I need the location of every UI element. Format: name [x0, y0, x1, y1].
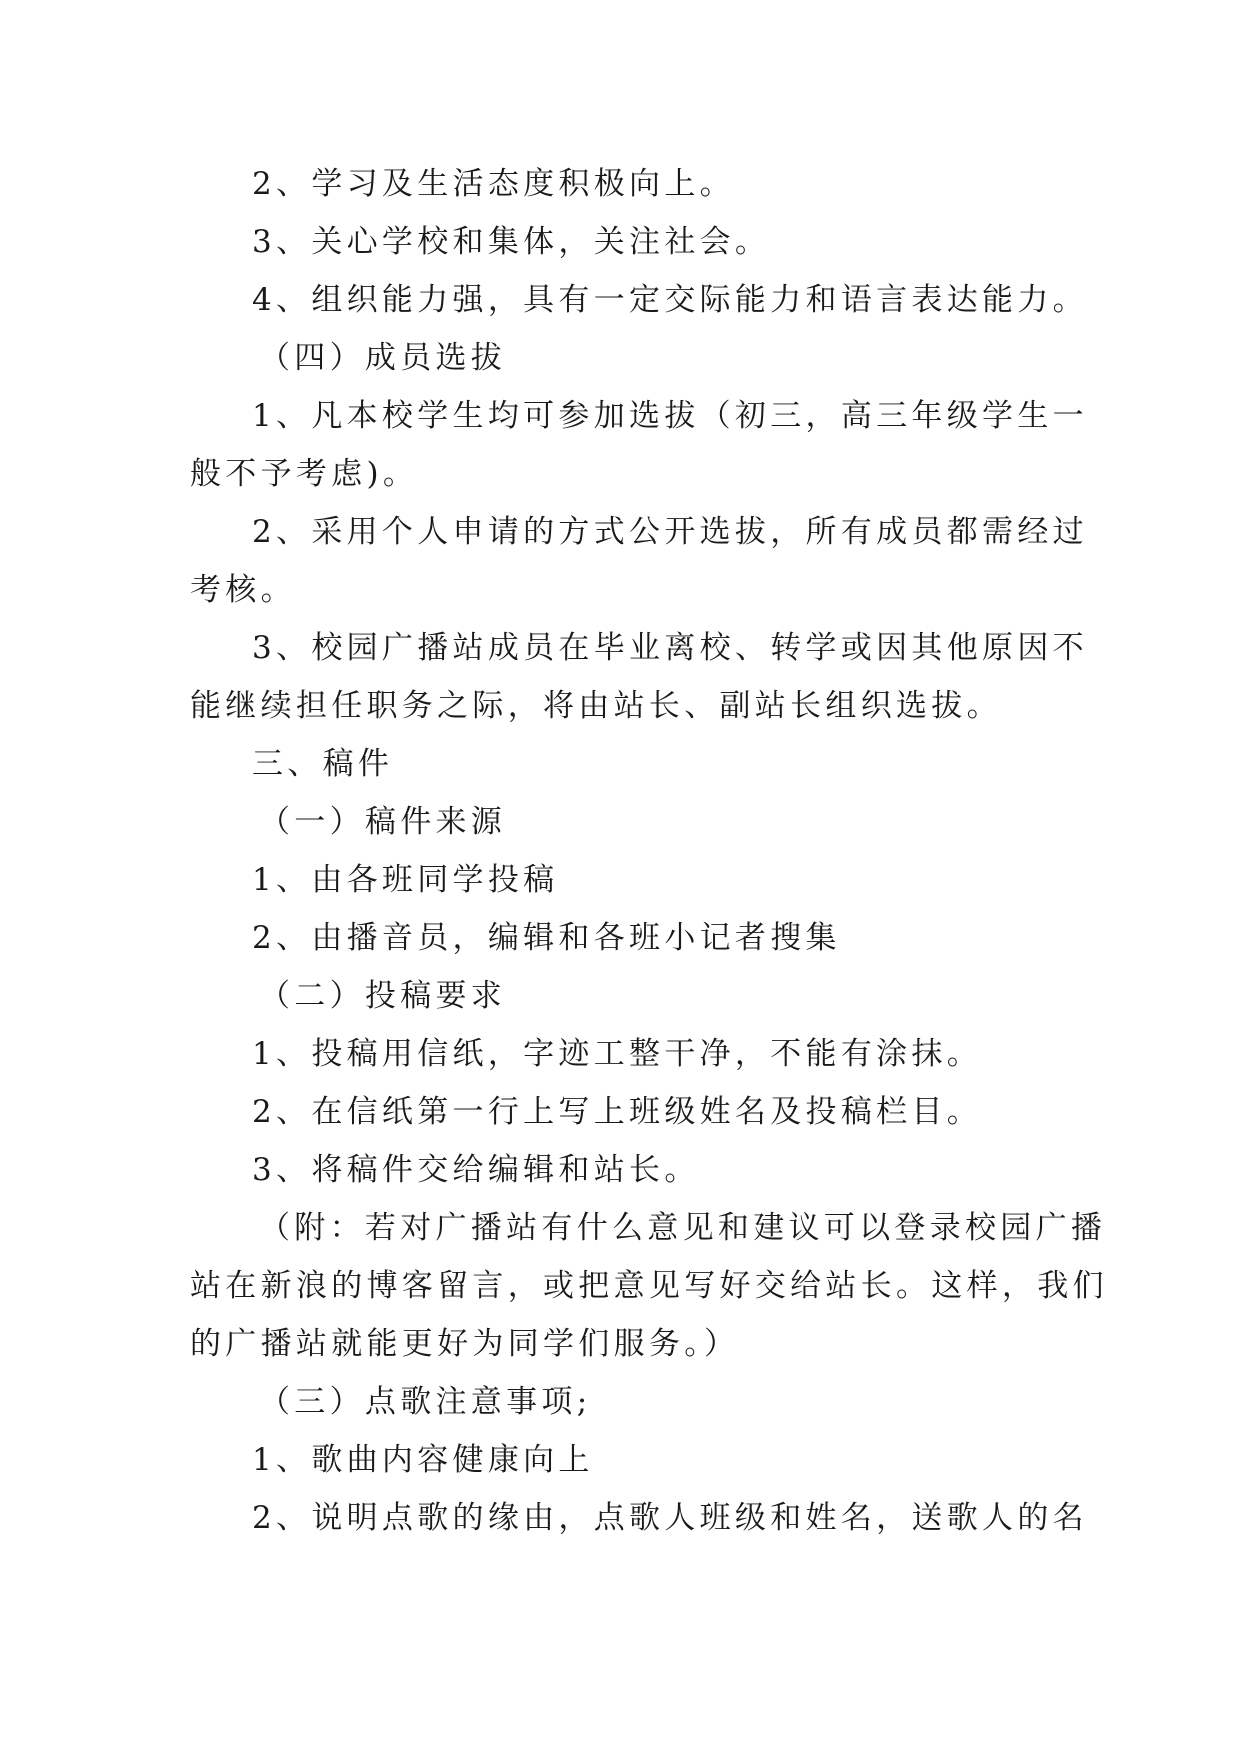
text-line: 3、关心学校和集体，关注社会。 [252, 224, 771, 260]
text-line: 2、采用个人申请的方式公开选拔，所有成员都需经过 [252, 514, 1088, 550]
text-line: 4、组织能力强，具有一定交际能力和语言表达能力。 [252, 282, 1088, 318]
text-line: 般不予考虑)。 [190, 456, 419, 492]
text-line: 2、学习及生活态度积极向上。 [252, 166, 735, 202]
text-line: 2、由播音员，编辑和各班小记者搜集 [252, 920, 841, 956]
section-heading: （四）成员选拔 [259, 340, 507, 376]
section-heading: 三、稿件 [252, 746, 394, 782]
text-line: 2、说明点歌的缘由，点歌人班级和姓名，送歌人的名 [252, 1500, 1088, 1536]
note-line: （附：若对广播站有什么意见和建议可以登录校园广播 [259, 1210, 1107, 1246]
text-line: 3、校园广播站成员在毕业离校、转学或因其他原因不 [252, 630, 1088, 666]
section-heading: （二）投稿要求 [259, 978, 507, 1014]
text-line: 1、歌曲内容健康向上 [252, 1442, 594, 1478]
text-line: 1、凡本校学生均可参加选拔（初三，高三年级学生一 [252, 398, 1088, 434]
note-line: 的广播站就能更好为同学们服务。） [190, 1326, 740, 1362]
note-line: 站在新浪的博客留言，或把意见写好交给站长。这样，我们 [190, 1268, 1108, 1304]
section-heading: （一）稿件来源 [259, 804, 507, 840]
text-line: 3、将稿件交给编辑和站长。 [252, 1152, 700, 1188]
section-heading: （三）点歌注意事项; [259, 1384, 592, 1420]
text-line: 考核。 [190, 572, 296, 608]
text-line: 1、投稿用信纸，字迹工整干净，不能有涂抹。 [252, 1036, 983, 1072]
text-line: 能继续担任职务之际，将由站长、副站长组织选拔。 [190, 688, 1002, 724]
text-line: 2、在信纸第一行上写上班级姓名及投稿栏目。 [252, 1094, 983, 1130]
text-line: 1、由各班同学投稿 [252, 862, 559, 898]
